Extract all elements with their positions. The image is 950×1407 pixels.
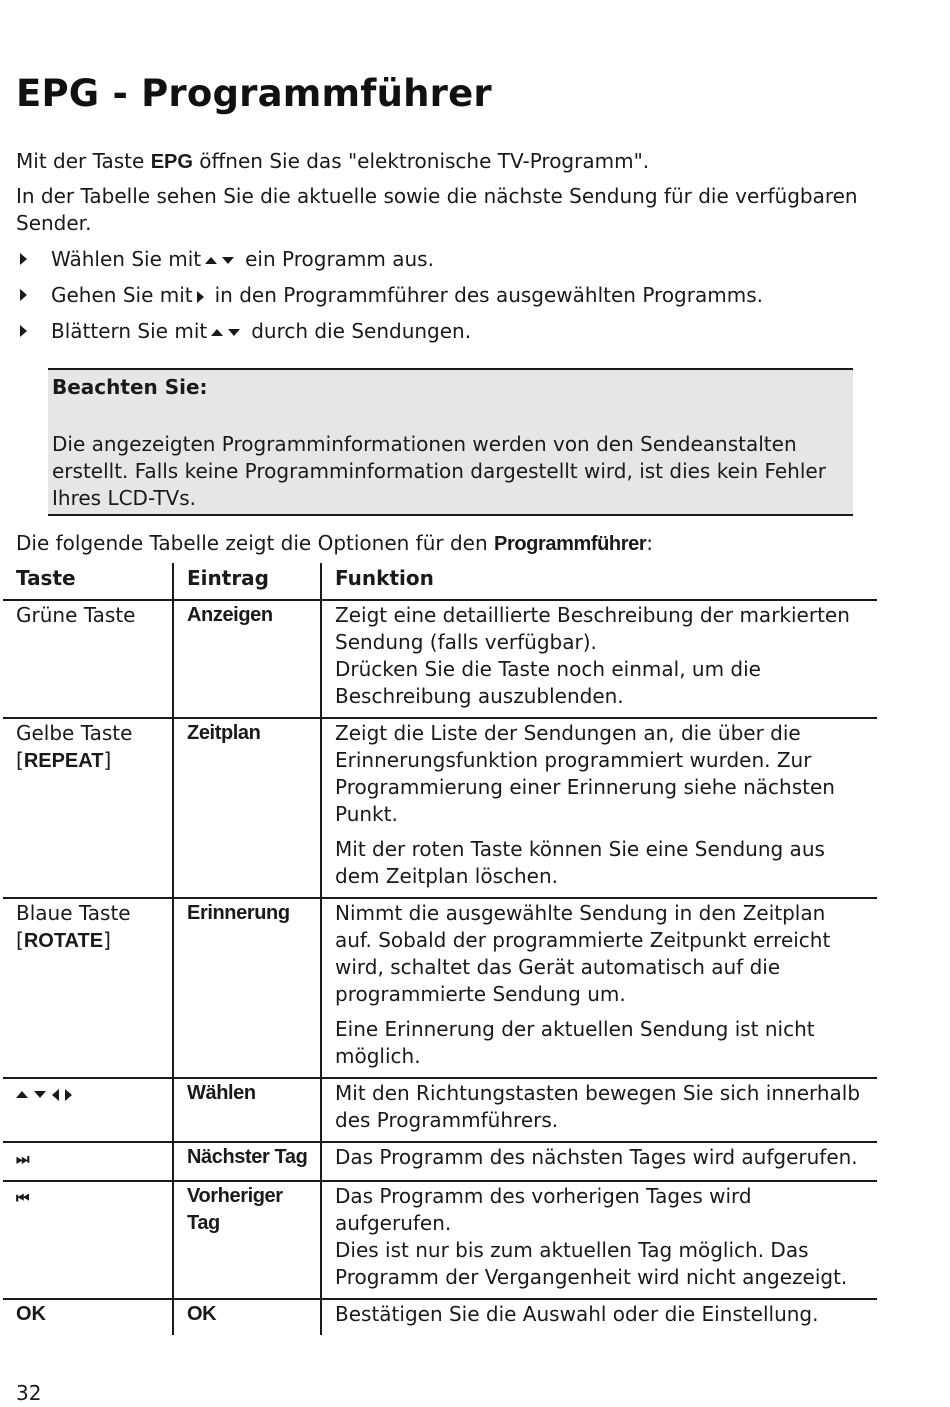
instruction-item — [16, 318, 763, 354]
instruction-list — [16, 246, 763, 354]
intro-line-2: In der Tabelle sehen Sie die aktuelle sowie die nächste Sendung für die verfügbaren Sender. — [16, 184, 858, 235]
function-cell — [321, 718, 877, 898]
table-row — [3, 1299, 877, 1335]
instruction-item — [16, 246, 763, 282]
intro-text: Mit der Taste — [16, 149, 151, 173]
skip-forward-icon: ⏭ — [16, 1150, 28, 1168]
instruction-item — [16, 282, 763, 318]
key-cell: OK — [16, 1303, 46, 1325]
options-table — [3, 563, 877, 1335]
key-code: REPEAT — [23, 750, 104, 772]
function-cell: Das Programm des nächsten Tages wird aufgerufen. — [321, 1142, 877, 1181]
key-cell — [3, 898, 173, 1078]
instruction-text-cont: in den Programmführer des ausgewählten Programms. — [214, 283, 763, 307]
function-cell — [321, 600, 877, 718]
bracket: [ — [16, 748, 24, 772]
page-title: EPG - Programmführer — [16, 72, 492, 115]
bracket: ] — [103, 928, 111, 952]
key-cell — [3, 1181, 173, 1299]
header-funktion: Funktion — [321, 563, 877, 600]
entry-cell: OK — [173, 1299, 321, 1335]
note-title: Beachten Sie: — [52, 375, 208, 399]
table-row — [3, 1181, 877, 1299]
header-eintrag: Eintrag — [173, 563, 321, 600]
key-cell — [3, 1078, 173, 1142]
function-text: Zeigt eine detaillierte Beschreibung der markierten Sendung (falls verfügbar). — [335, 603, 850, 654]
instruction-text-cont: durch die Sendungen. — [251, 319, 472, 343]
key-cell — [3, 1142, 173, 1181]
page-number: 32 — [16, 1381, 42, 1405]
note-text: Die angezeigten Programminformationen werden von den Sendeanstalten erstellt. Falls keine Programminformation dargestellt wird, ist dies kein Fehler Ihres LCD-TVs. — [52, 432, 826, 510]
function-text: Zeigt die Liste der Sendungen an, die über die Erinnerungsfunktion programmiert wurden. Zur Programmierung einer Erinnerung siehe nächsten Punkt. — [335, 721, 835, 826]
instruction-text: Blättern Sie mit — [51, 319, 208, 343]
function-cell — [321, 898, 877, 1078]
bracket: [ — [16, 928, 24, 952]
header-taste: Taste — [3, 563, 173, 600]
intro-text-cont: öffnen Sie das "elektronische TV-Programm". — [192, 149, 650, 173]
function-cell — [321, 1181, 877, 1299]
table-row — [3, 1078, 877, 1142]
function-cell: Mit den Richtungstasten bewegen Sie sich innerhalb des Programmführers. — [321, 1078, 877, 1142]
direction-arrows-icon — [16, 1081, 78, 1105]
function-text-cont: Eine Erinnerung der aktuellen Sendung ist nicht möglich. — [335, 1017, 815, 1068]
key-cell — [3, 718, 173, 898]
entry-cell: Erinnerung — [173, 898, 321, 1078]
table-intro-bold: Programmführer — [494, 533, 647, 555]
entry-cell: Anzeigen — [173, 600, 321, 718]
key-cell: Grüne Taste — [3, 600, 173, 718]
function-text: Das Programm des vorherigen Tages wird aufgerufen. — [335, 1184, 752, 1235]
instruction-text-cont: ein Programm aus. — [245, 247, 434, 271]
bullet-arrow-icon — [20, 253, 27, 265]
key-text: Blaue Taste — [16, 901, 131, 925]
table-row — [3, 718, 877, 898]
instruction-text: Gehen Sie mit — [51, 283, 193, 307]
table-header-row — [3, 563, 877, 600]
entry-cell: Zeitplan — [173, 718, 321, 898]
function-text-cont: Dies ist nur bis zum aktuellen Tag möglich. Das Programm der Vergangenheit wird nicht angezeigt. — [335, 1238, 848, 1289]
table-intro — [16, 530, 876, 558]
function-cell: Bestätigen Sie die Auswahl oder die Einstellung. — [321, 1299, 877, 1335]
up-down-arrows-icon — [211, 318, 245, 345]
epg-key-label: EPG — [150, 151, 193, 173]
note-box — [48, 368, 853, 516]
bullet-arrow-icon — [20, 289, 27, 301]
up-down-arrows-icon — [205, 246, 239, 273]
key-code: ROTATE — [23, 930, 104, 952]
table-intro-colon: : — [646, 531, 653, 555]
skip-back-icon: ⏮ — [16, 1189, 28, 1207]
entry-cell: Wählen — [173, 1078, 321, 1142]
intro-line-1 — [16, 148, 876, 176]
table-row — [3, 600, 877, 718]
entry-cell: Vorheriger Tag — [173, 1181, 321, 1299]
entry-cell: Nächster Tag — [173, 1142, 321, 1181]
bracket: ] — [103, 748, 112, 772]
function-text: Nimmt die ausgewählte Sendung in den Zeitplan auf. Sobald der programmierte Zeitpunkt erreicht wird, schaltet das Gerät automatisch auf die programmierte Sendung um. — [335, 901, 831, 1006]
function-text-cont: Drücken Sie die Taste noch einmal, um die Beschreibung auszublenden. — [335, 657, 761, 708]
key-text: Gelbe Taste — [16, 721, 133, 745]
function-text-cont: Mit der roten Taste können Sie eine Sendung aus dem Zeitplan löschen. — [335, 837, 825, 888]
table-row — [3, 1142, 877, 1181]
right-arrow-icon — [197, 282, 209, 309]
instruction-text: Wählen Sie mit — [51, 247, 202, 271]
bullet-arrow-icon — [20, 325, 27, 337]
table-row — [3, 898, 877, 1078]
table-intro-text: Die folgende Tabelle zeigt die Optionen für den — [16, 531, 495, 555]
